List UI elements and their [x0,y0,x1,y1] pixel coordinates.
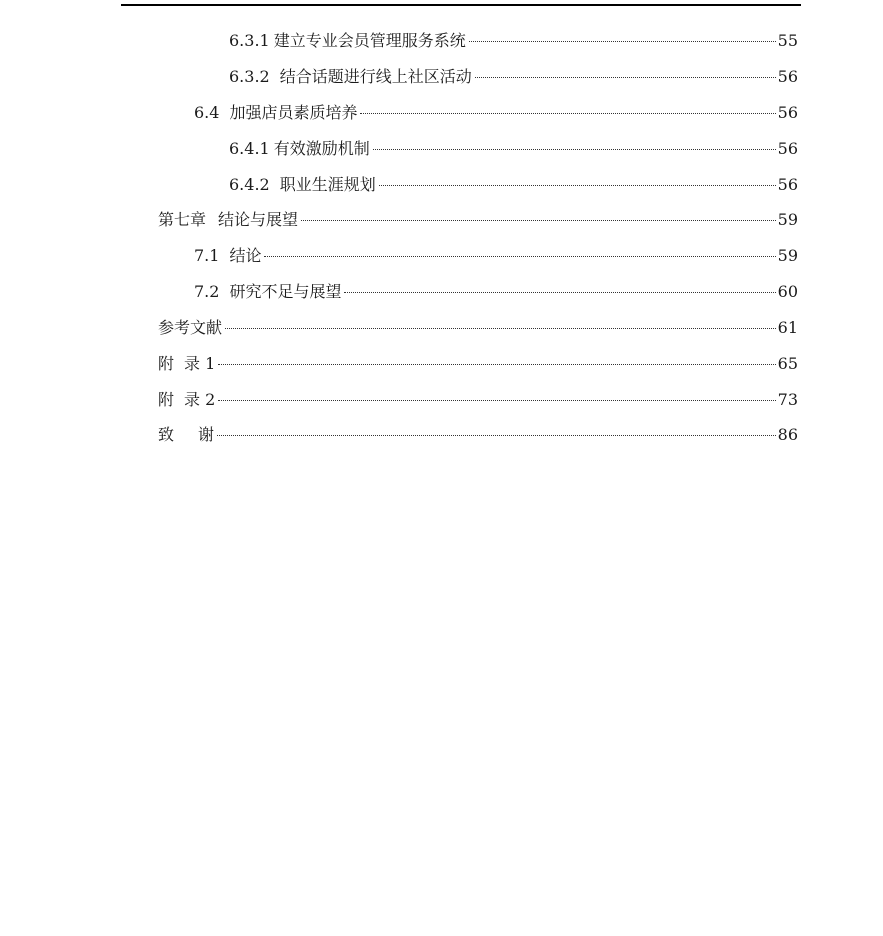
toc-entry-page: 65 [777,354,798,373]
dot-leader [225,328,776,329]
toc-entry-number: 6.4 [194,103,220,122]
toc-entry-6-4-1[interactable] [229,134,798,164]
dot-leader [301,220,776,221]
toc-entry-appendix-1[interactable] [158,349,798,379]
toc-entry-title: 研究不足与展望 [229,282,342,301]
toc-entry-title: 职业生涯规划 [279,175,376,194]
dot-leader [217,435,776,436]
toc-entry-page: 73 [777,390,798,409]
toc-entry-7-1[interactable] [194,241,798,271]
toc-entry-page: 59 [777,246,798,265]
toc-entry-number: 6.3.1 [229,31,270,50]
toc-entry-appendix-2[interactable] [158,385,798,415]
toc-entry-number: 7.1 [194,246,220,265]
toc-entry-7-2[interactable] [194,277,798,307]
toc-entry-title: 录 2 [184,390,216,409]
toc-entry-page: 55 [777,31,798,50]
toc-entry-title: 加强店员素质培养 [229,103,358,122]
dot-leader [344,292,775,293]
toc-entry-page: 56 [777,139,798,158]
toc-entry-number: 6.4.1 [229,139,270,158]
toc-entry-references[interactable] [158,313,798,343]
toc-entry-title: 有效激励机制 [273,139,370,158]
toc-entry-number: 7.2 [194,282,220,301]
toc-entry-page: 56 [777,103,798,122]
toc-entry-page: 86 [777,425,798,444]
toc-entry-page: 60 [777,282,798,301]
toc-entry-acknowledgements[interactable] [158,420,798,450]
dot-leader [360,113,775,114]
toc-entry-page: 61 [777,318,798,337]
toc-entry-page: 56 [777,67,798,86]
dot-leader [373,149,776,150]
toc-entry-title: 结合话题进行线上社区活动 [279,67,472,86]
dot-leader [475,77,776,78]
toc-entry-page: 59 [777,210,798,229]
dot-leader [379,185,776,186]
toc-entry-title: 结论与展望 [218,210,299,229]
header-rule [121,4,801,6]
toc-entry-number: 6.3.2 [229,67,270,86]
dot-leader [218,400,775,401]
toc-entry-title: 谢 [198,425,215,444]
toc-entry-6-3-2[interactable] [229,62,798,92]
toc-entry-title: 参考文献 [158,318,223,337]
toc-entry-number: 致 [158,425,175,444]
toc-entry-number: 附 [158,390,175,409]
toc-entry-title: 录 1 [184,354,216,373]
toc-entry-page: 56 [777,175,798,194]
toc-entry-title: 结论 [229,246,262,265]
toc-entry-title: 建立专业会员管理服务系统 [273,31,466,50]
toc-entry-number: 第七章 [158,210,207,229]
toc-entry-6-4-2[interactable] [229,170,798,200]
dot-leader [218,364,775,365]
dot-leader [264,256,775,257]
toc-entry-6-4[interactable] [194,98,798,128]
toc-entry-number: 附 [158,354,175,373]
toc-entry-chapter-7[interactable] [158,205,798,235]
toc-entry-6-3-1[interactable] [229,26,798,56]
dot-leader [469,41,776,42]
toc-entry-number: 6.4.2 [229,175,270,194]
